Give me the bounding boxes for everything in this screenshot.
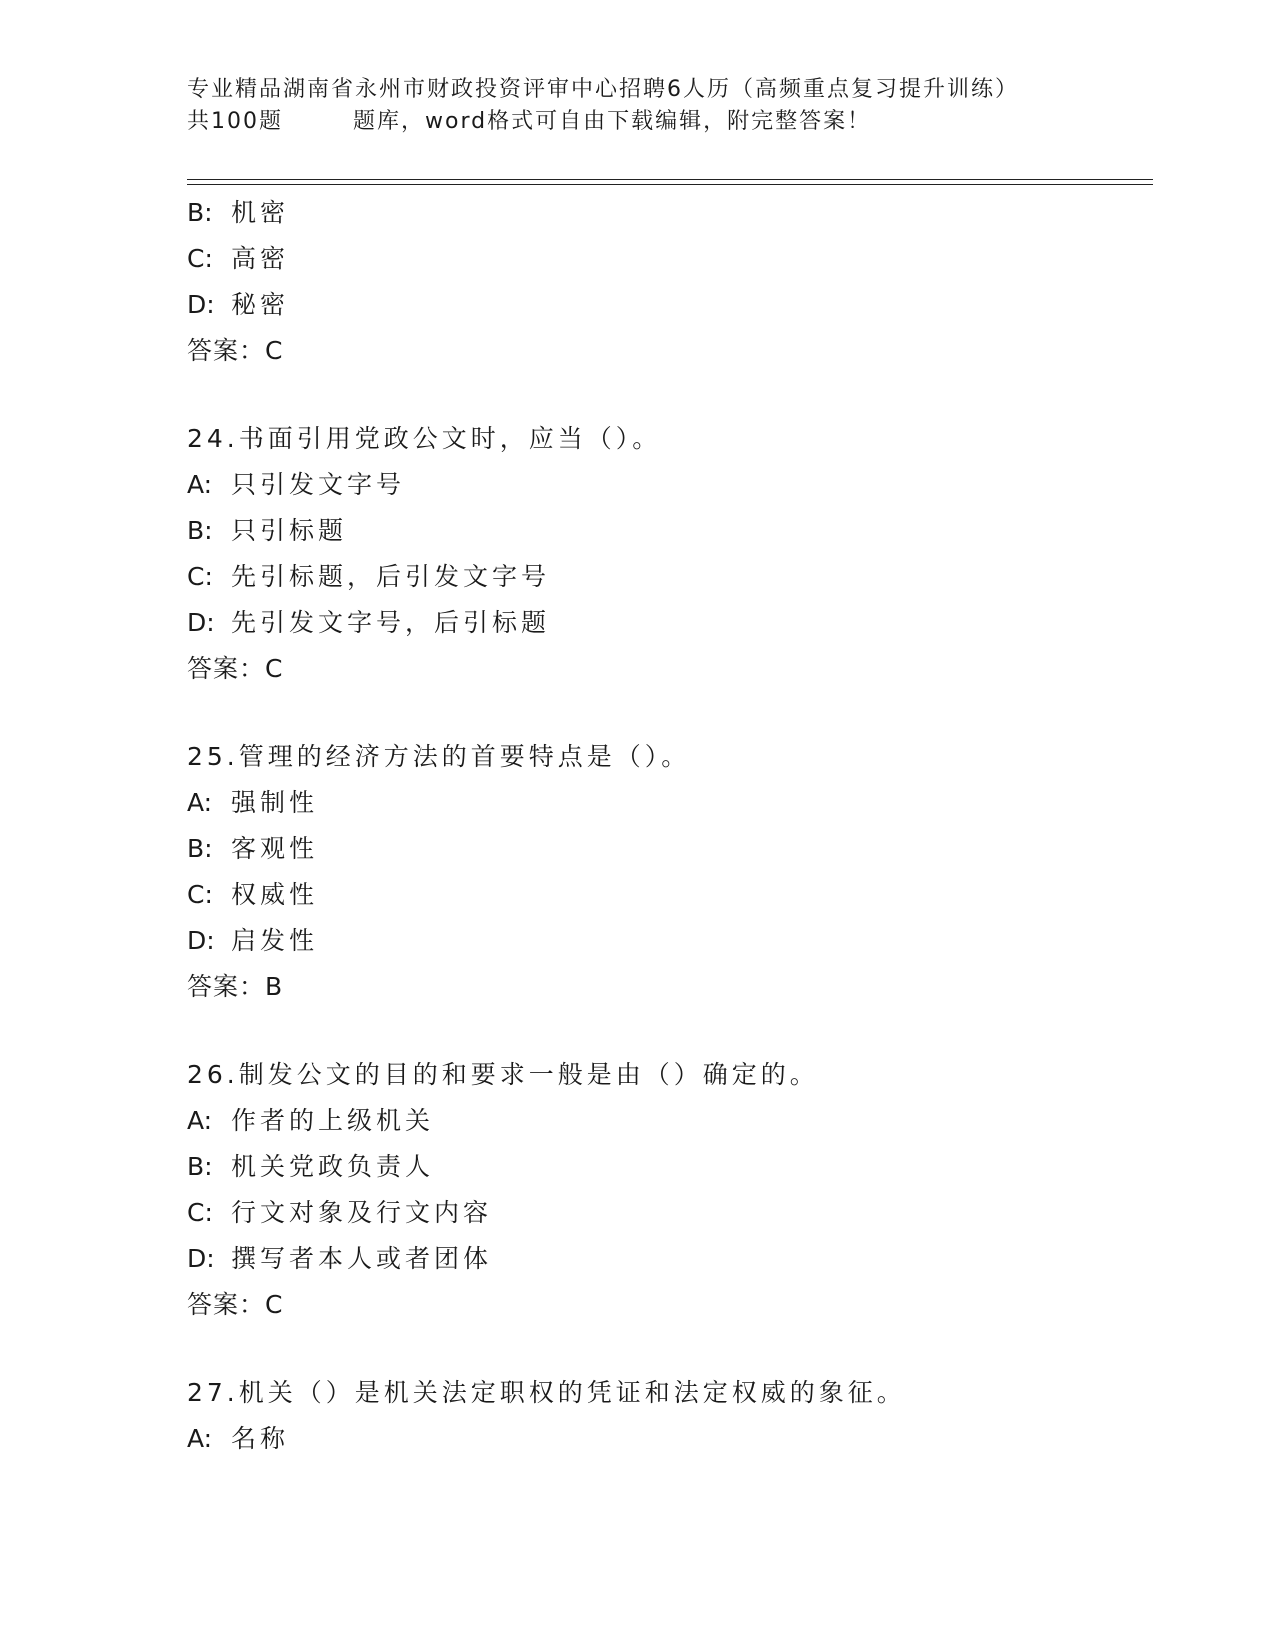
option-letter: C:	[187, 244, 213, 273]
option-text: 行文对象及行文内容	[231, 1198, 493, 1227]
option-text: 先引发文字号，后引标题	[231, 608, 551, 637]
option-line	[187, 918, 1153, 964]
option-letter: B:	[187, 198, 213, 227]
option-letter: D:	[187, 608, 215, 637]
question-stem: 27.机关（）是机关法定职权的凭证和法定权威的象征。	[187, 1378, 906, 1407]
option-letter: D:	[187, 290, 215, 319]
option-line	[187, 282, 1153, 328]
answer-line: 答案：C	[187, 654, 284, 683]
option-line	[187, 1236, 1153, 1282]
option-text: 只引标题	[231, 516, 348, 545]
option-letter: A:	[187, 470, 213, 499]
option-line	[187, 1144, 1153, 1190]
option-text: 机关党政负责人	[231, 1152, 435, 1181]
option-letter: B:	[187, 834, 213, 863]
option-line	[187, 780, 1153, 826]
header-subtitle	[187, 106, 1087, 138]
option-line	[187, 872, 1153, 918]
header-title: 专业精品湖南省永州市财政投资评审中心招聘6人历（高频重点复习提升训练）	[187, 77, 1019, 102]
option-letter: B:	[187, 516, 213, 545]
option-text: 名称	[231, 1424, 290, 1453]
option-text: 秘密	[231, 290, 290, 319]
option-text: 只引发文字号	[231, 470, 406, 499]
option-text: 权威性	[231, 880, 319, 909]
question-25	[187, 734, 1153, 1010]
question-26	[187, 1052, 1153, 1328]
option-line	[187, 1416, 1153, 1462]
option-line	[187, 190, 1153, 236]
header-divider-bottom	[187, 184, 1153, 185]
option-letter: A:	[187, 788, 213, 817]
option-text: 先引标题，后引发文字号	[231, 562, 551, 591]
option-letter: C:	[187, 1198, 213, 1227]
question-24	[187, 416, 1153, 692]
option-text: 撰写者本人或者团体	[231, 1244, 493, 1273]
option-text: 高密	[231, 244, 290, 273]
answer-line: 答案：B	[187, 972, 284, 1001]
option-line	[187, 1098, 1153, 1144]
question-stem: 26.制发公文的目的和要求一般是由（）确定的。	[187, 1060, 819, 1089]
option-line	[187, 826, 1153, 872]
option-text: 作者的上级机关	[231, 1106, 435, 1135]
option-text: 机密	[231, 198, 290, 227]
download-note: 题库，word格式可自由下载编辑，附完整答案！	[353, 109, 872, 134]
option-letter: C:	[187, 562, 213, 591]
option-text: 客观性	[231, 834, 319, 863]
option-line	[187, 236, 1153, 282]
header-divider-top	[187, 179, 1153, 180]
previous-question-tail	[187, 190, 1153, 374]
option-text: 启发性	[231, 926, 319, 955]
document-header	[187, 74, 1087, 138]
question-list	[187, 190, 1153, 1462]
option-text: 强制性	[231, 788, 319, 817]
option-line	[187, 600, 1153, 646]
answer-line: 答案：C	[187, 1290, 284, 1319]
option-letter: A:	[187, 1424, 213, 1453]
option-letter: D:	[187, 1244, 215, 1273]
option-letter: A:	[187, 1106, 213, 1135]
option-line	[187, 508, 1153, 554]
option-line	[187, 462, 1153, 508]
question-27	[187, 1370, 1153, 1462]
answer-line: 答案：C	[187, 336, 284, 365]
question-stem: 24.书面引用党政公文时，应当（）。	[187, 424, 662, 453]
question-count: 共100题	[187, 109, 283, 134]
option-line	[187, 554, 1153, 600]
question-stem: 25.管理的经济方法的首要特点是（）。	[187, 742, 691, 771]
option-letter: D:	[187, 926, 215, 955]
option-letter: C:	[187, 880, 213, 909]
option-line	[187, 1190, 1153, 1236]
option-letter: B:	[187, 1152, 213, 1181]
